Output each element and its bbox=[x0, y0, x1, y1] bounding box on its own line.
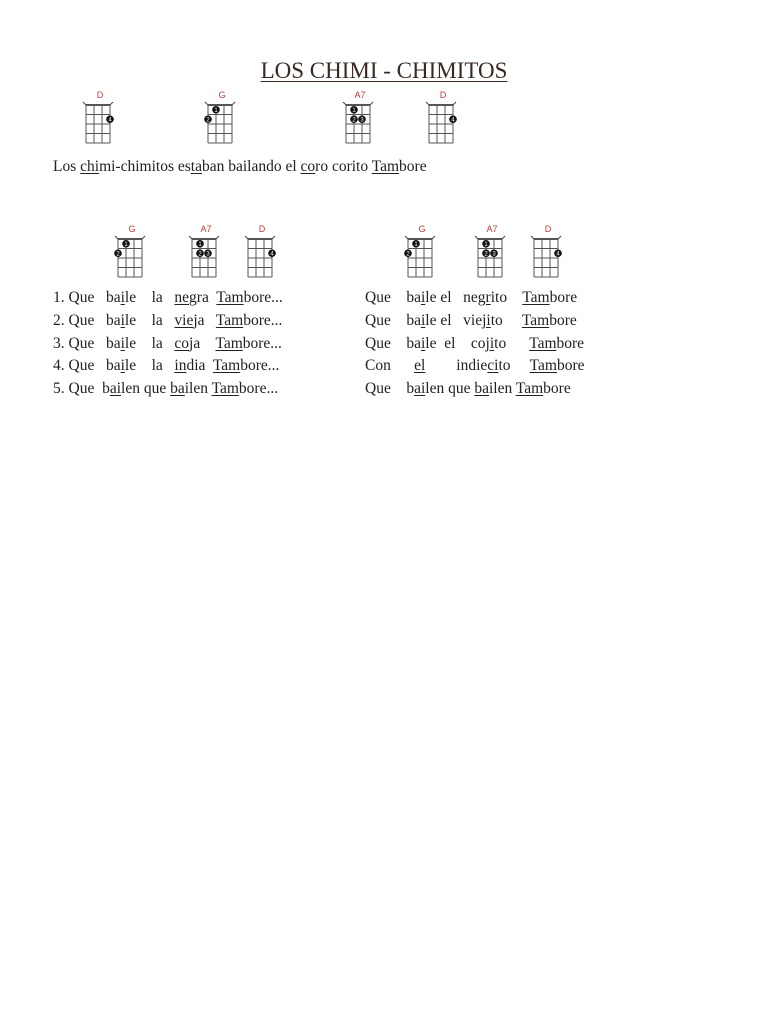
stressed-syllable: Tam bbox=[212, 357, 241, 374]
finger-number: 1 bbox=[124, 241, 128, 248]
lyric-text: bore... bbox=[243, 289, 283, 306]
lyric-text: bore bbox=[549, 289, 578, 306]
finger-number: 1 bbox=[414, 241, 418, 248]
chord-diagram-d bbox=[80, 90, 120, 150]
finger-number: 2 bbox=[406, 251, 410, 258]
stressed-syllable: ba bbox=[474, 380, 489, 397]
lyric-text: bore... bbox=[238, 380, 279, 397]
finger-number: 4 bbox=[108, 117, 112, 124]
lyric-text: 1. Que ba bbox=[53, 289, 121, 306]
chord-diagram-d bbox=[528, 224, 568, 284]
lyric-text: ilen bbox=[184, 380, 212, 397]
verse-line-left bbox=[53, 289, 283, 307]
stressed-syllable: ji bbox=[482, 312, 491, 329]
stressed-syllable: in bbox=[174, 357, 187, 374]
fretboard-grid bbox=[186, 234, 226, 282]
fretboard-grid bbox=[242, 234, 282, 282]
fretboard-grid bbox=[340, 100, 380, 148]
lyric-text: len que bbox=[425, 380, 475, 397]
lyric-text: ban bailando el bbox=[201, 158, 301, 175]
lyric-text: bore bbox=[549, 312, 577, 329]
chord-name: D bbox=[439, 90, 447, 100]
lyric-text: Que ba bbox=[365, 289, 421, 306]
stressed-syllable: i bbox=[120, 289, 125, 306]
stressed-syllable: Tam bbox=[215, 335, 243, 352]
lyric-text: ito bbox=[490, 289, 523, 306]
lyric-text: le la bbox=[124, 312, 175, 329]
chord-diagram-d bbox=[423, 90, 463, 150]
stressed-syllable: Tam bbox=[529, 335, 557, 352]
lyric-text: ro corito bbox=[315, 158, 372, 175]
verse-line-left bbox=[53, 335, 282, 353]
chord-diagram-g bbox=[112, 224, 152, 284]
stressed-syllable: Tam bbox=[215, 312, 244, 329]
finger-number: 2 bbox=[198, 251, 202, 258]
lyric-text: 2. Que ba bbox=[53, 312, 121, 329]
chord-name: G bbox=[218, 90, 226, 100]
stressed-syllable: Tam bbox=[211, 380, 239, 397]
fretboard-grid bbox=[402, 234, 442, 282]
stressed-syllable: Tam bbox=[216, 289, 244, 306]
stressed-syllable: i bbox=[420, 289, 426, 306]
lyric-text: ja bbox=[189, 335, 216, 352]
lyric-text: 5. Que b bbox=[53, 380, 110, 397]
lyric-text: le la bbox=[124, 335, 175, 352]
lyric-text: ilen bbox=[488, 380, 516, 397]
verse-line-right bbox=[365, 289, 577, 307]
finger-number: 2 bbox=[484, 251, 488, 258]
fretboard-grid bbox=[423, 100, 463, 148]
stressed-syllable: i bbox=[120, 335, 125, 352]
lyric-text: len que bbox=[121, 380, 171, 397]
stressed-syllable: gr bbox=[477, 289, 491, 306]
stressed-syllable: i bbox=[420, 335, 426, 352]
finger-number: 4 bbox=[451, 117, 455, 124]
finger-number: 1 bbox=[484, 241, 488, 248]
stressed-syllable: Tam bbox=[515, 380, 544, 397]
lyric-text: Que b bbox=[365, 380, 415, 397]
fretboard-grid bbox=[202, 100, 242, 148]
lyric-text: bore... bbox=[243, 312, 283, 329]
chorus-lyric-line bbox=[53, 158, 427, 176]
stressed-syllable: Tam bbox=[371, 158, 400, 175]
verse-line-left bbox=[53, 357, 279, 375]
lyric-text: bore bbox=[556, 335, 585, 352]
lyric-text: Que ba bbox=[365, 335, 421, 352]
chord-name: G bbox=[418, 224, 426, 234]
chord-diagram-g bbox=[202, 90, 242, 150]
fretboard-grid bbox=[112, 234, 152, 282]
lyric-text: bore... bbox=[240, 357, 280, 374]
verse-line-right bbox=[365, 335, 584, 353]
stressed-syllable: ai bbox=[414, 380, 426, 397]
fretboard-grid bbox=[80, 100, 120, 148]
finger-number: 2 bbox=[352, 117, 356, 124]
lyric-text: le la bbox=[124, 289, 175, 306]
verse-line-left bbox=[53, 380, 278, 398]
lyric-text: bore bbox=[556, 357, 585, 374]
lyric-text: bore bbox=[543, 380, 571, 397]
lyric-text: Que ba bbox=[365, 312, 421, 329]
finger-number: 3 bbox=[492, 251, 496, 258]
lyric-text: to bbox=[498, 357, 530, 374]
chord-name: A7 bbox=[486, 224, 498, 234]
finger-number: 1 bbox=[352, 107, 356, 114]
lyric-text: le el ne bbox=[425, 289, 478, 306]
lyric-text: le el vie bbox=[425, 312, 483, 329]
chord-name: D bbox=[544, 224, 552, 234]
stressed-syllable: co bbox=[300, 158, 316, 175]
lyric-text: to bbox=[490, 312, 522, 329]
stressed-syllable: ci bbox=[487, 357, 499, 374]
finger-number: 4 bbox=[270, 251, 274, 258]
chord-name: D bbox=[96, 90, 104, 100]
lyric-text: ja bbox=[193, 312, 216, 329]
lyric-text: bore... bbox=[242, 335, 282, 352]
stressed-syllable: co bbox=[174, 335, 190, 352]
stressed-syllable: i bbox=[420, 312, 426, 329]
stressed-syllable: Tam bbox=[529, 357, 557, 374]
verse-line-left bbox=[53, 312, 282, 330]
stressed-syllable: i bbox=[120, 312, 125, 329]
chord-name: D bbox=[258, 224, 266, 234]
chord-name: G bbox=[128, 224, 136, 234]
lyric-text: bore bbox=[399, 158, 427, 175]
lyric-text: mi-chimitos es bbox=[99, 158, 191, 175]
stressed-syllable: Tam bbox=[522, 289, 550, 306]
stressed-syllable: Tam bbox=[521, 312, 550, 329]
chord-diagram-g bbox=[402, 224, 442, 284]
stressed-syllable: ne bbox=[174, 289, 190, 306]
verse-line-right bbox=[365, 312, 577, 330]
finger-number: 1 bbox=[214, 107, 218, 114]
finger-number: 2 bbox=[116, 251, 120, 258]
finger-number: 4 bbox=[556, 251, 560, 258]
song-title: LOS CHIMI - CHIMITOS bbox=[260, 58, 508, 83]
stressed-syllable: i bbox=[120, 357, 125, 374]
lyric-text: Los bbox=[53, 158, 81, 175]
fretboard-grid bbox=[528, 234, 568, 282]
chord-name: A7 bbox=[354, 90, 366, 100]
lyric-text: 4. Que ba bbox=[53, 357, 121, 374]
finger-number: 1 bbox=[198, 241, 202, 248]
stressed-syllable: ai bbox=[109, 380, 122, 397]
stressed-syllable: vie bbox=[174, 312, 194, 329]
lyric-text: le la bbox=[124, 357, 175, 374]
lyric-text: le el co bbox=[425, 335, 486, 352]
stressed-syllable: ta bbox=[190, 158, 202, 175]
chord-name: A7 bbox=[200, 224, 212, 234]
verse-line-right bbox=[365, 357, 585, 375]
stressed-syllable: ji bbox=[485, 335, 495, 352]
lyric-text: gra bbox=[189, 289, 217, 306]
chord-diagram-d bbox=[242, 224, 282, 284]
verse-line-right bbox=[365, 380, 571, 398]
fretboard-grid bbox=[472, 234, 512, 282]
lyric-text: indie bbox=[425, 357, 488, 374]
stressed-syllable: ba bbox=[170, 380, 185, 397]
stressed-syllable: chi bbox=[80, 158, 100, 175]
chord-diagram-a7 bbox=[186, 224, 226, 284]
finger-number: 2 bbox=[206, 117, 210, 124]
lyric-text: 3. Que ba bbox=[53, 335, 121, 352]
lyric-text: dia bbox=[186, 357, 213, 374]
finger-number: 3 bbox=[206, 251, 210, 258]
lyric-text: Con bbox=[365, 357, 415, 374]
finger-number: 3 bbox=[360, 117, 364, 124]
chord-diagram-a7 bbox=[472, 224, 512, 284]
stressed-syllable: el bbox=[414, 357, 426, 374]
lyric-text: to bbox=[494, 335, 530, 352]
chord-diagram-a7 bbox=[340, 90, 380, 150]
